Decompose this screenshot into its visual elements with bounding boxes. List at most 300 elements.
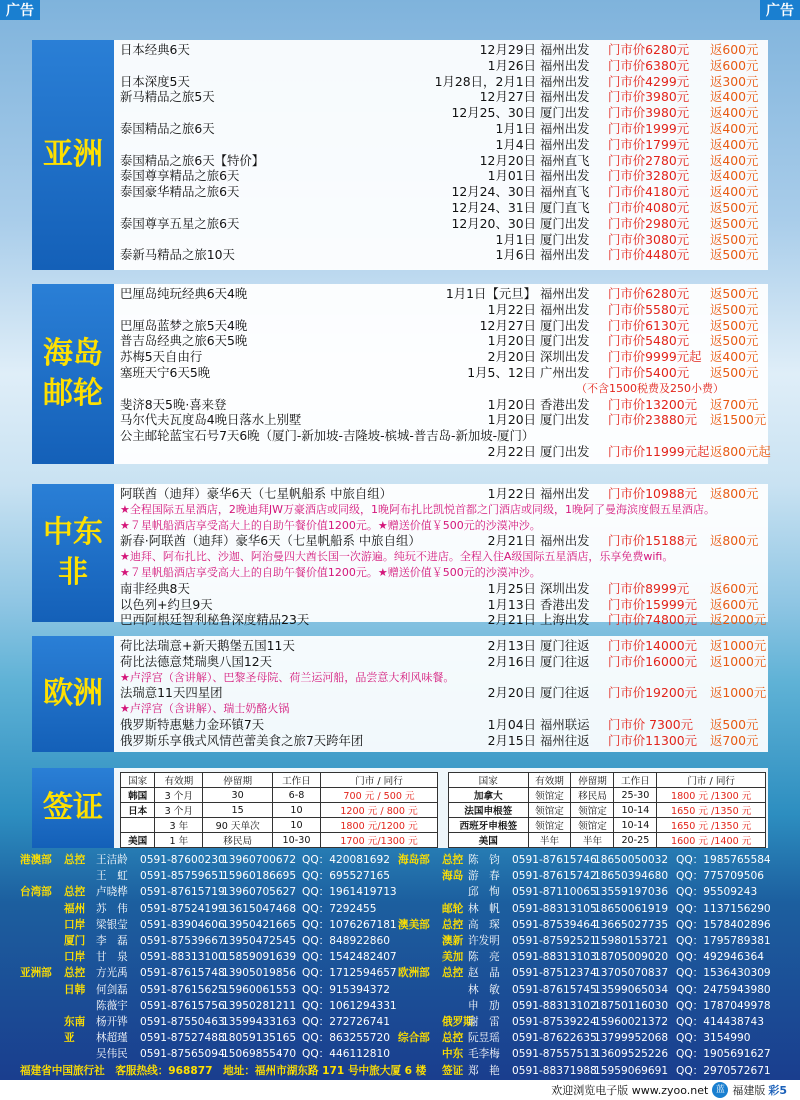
tour-rebate: 返500元 xyxy=(710,231,759,247)
role-label: 总控 xyxy=(442,854,464,866)
visa-cell: 10 xyxy=(273,818,321,833)
tour-name: 荷比法德意梵瑞奥八国12天 xyxy=(120,653,273,669)
tour-name: 马尔代夫瓦度岛4晚日落水上别墅 xyxy=(120,412,302,428)
role-label: 签证 xyxy=(442,1065,464,1077)
tour-price: 门市价16000元 xyxy=(608,653,697,669)
tour-name: 泰国精品之旅6天 xyxy=(120,120,215,136)
visa-cell: 领馆定 xyxy=(571,803,614,818)
tour-name: 巴西阿根廷智利秘鲁深度精品23天 xyxy=(120,612,310,628)
tour-row xyxy=(120,533,764,549)
contact-field: QQ：272726741 xyxy=(302,1015,390,1028)
visa-cell: 25-30 xyxy=(614,788,657,803)
contact-field: 卢晓桦 xyxy=(96,886,128,899)
tour-rebate: 返600元 xyxy=(710,57,759,73)
visa-panel xyxy=(114,768,768,848)
contact-field: 0591-87592521 xyxy=(512,934,597,947)
tour-date: 1月20日 xyxy=(487,412,536,428)
tour-departure: 福州直飞 xyxy=(540,184,590,200)
tour-date: 1月22日 xyxy=(487,486,536,501)
contact-field: 毛李梅 xyxy=(468,1048,500,1061)
tour-departure: 福州出发 xyxy=(540,486,590,501)
tour-row xyxy=(120,581,764,597)
tour-rebate: 返1000元 xyxy=(710,685,767,701)
tour-departure: 香港出发 xyxy=(540,596,590,612)
tour-rebate: 返800元 xyxy=(710,533,759,549)
contact-field: QQ：1905691627 xyxy=(676,1048,771,1061)
tour-price: 门市价 7300元 xyxy=(608,716,694,732)
tour-rebate: 返500元 xyxy=(710,364,759,380)
tour-row xyxy=(120,412,767,428)
tour-row xyxy=(120,612,767,628)
tour-price: 门市价5400元 xyxy=(608,364,690,380)
visa-header-cell: 工作日 xyxy=(273,773,321,788)
tour-name: 巴厘岛蓝梦之旅5天4晚 xyxy=(120,317,248,333)
tour-departure: 深圳出发 xyxy=(540,349,590,365)
role-label: 厦门 xyxy=(64,934,86,947)
contact-row xyxy=(0,965,800,981)
tour-departure: 福州出发 xyxy=(540,120,590,136)
tour-departure: 福州直飞 xyxy=(540,152,590,168)
contact-field: 18650394680 xyxy=(594,870,669,883)
contact-field: 申 劢 xyxy=(468,999,500,1012)
contact-field: QQ：3154990 xyxy=(676,1032,751,1045)
tour-departure: 厦门出发 xyxy=(540,231,590,247)
tour-row xyxy=(120,200,764,216)
contact-field: 0591-87615719 xyxy=(140,886,225,899)
tour-departure: 福州出发 xyxy=(540,247,590,263)
contact-field: 13960705627 xyxy=(222,886,297,899)
ad-label-left: 广告 xyxy=(0,0,40,20)
contact-field: 阮昱瑶 xyxy=(468,1032,500,1045)
role-label: 日韩 xyxy=(64,983,86,996)
tour-name: 阿联酋（迪拜）豪华6天（七星帆船系 中旅自组） xyxy=(120,486,393,501)
island-tour-list xyxy=(114,284,771,464)
tour-rebate: 返500元 xyxy=(710,247,759,263)
contact-row xyxy=(0,917,800,933)
visa-row xyxy=(449,803,766,818)
role-label: 口岸 xyxy=(64,918,86,931)
visa-cell: 30 xyxy=(203,788,273,803)
tour-date: 1月04日 xyxy=(487,716,536,732)
contact-directory xyxy=(0,852,800,1080)
contact-field: QQ：414438743 xyxy=(676,1015,764,1028)
tour-departure: 福州出发 xyxy=(540,533,590,549)
visa-country xyxy=(121,818,155,833)
tour-price: 门市价6280元 xyxy=(608,286,690,301)
contact-field: 0591-87615742 xyxy=(512,870,597,883)
contact-field: 0591-87512374 xyxy=(512,967,597,980)
footer-bar xyxy=(0,1080,800,1100)
contact-field: 邱 恂 xyxy=(468,886,500,899)
tour-departure: 厦门往返 xyxy=(540,638,590,653)
contact-field: 何剑磊 xyxy=(96,983,128,996)
tour-row xyxy=(120,443,771,460)
role-label: 俄罗斯 xyxy=(442,1015,474,1028)
contact-field: 0591-87622635 xyxy=(512,1032,597,1045)
contact-field: 0591-87539224 xyxy=(512,1015,597,1028)
contact-field: 15959069691 xyxy=(594,1065,669,1077)
tour-rebate: 返400元 xyxy=(710,349,759,365)
tour-departure: 福州出发 xyxy=(540,73,590,89)
department-label: 欧洲部 xyxy=(398,967,430,980)
tour-price: 门市价1999元 xyxy=(608,120,690,136)
visa-cell: 700 元 / 500 元 xyxy=(320,788,437,803)
footer-text: 欢迎浏览电子版 www.zyoo.net xyxy=(551,1084,709,1097)
role-label: 美加 xyxy=(442,951,464,964)
contact-field: 13609525226 xyxy=(594,1048,669,1061)
edition-label: 福建版 xyxy=(732,1084,766,1097)
visa-cell: 3 个月 xyxy=(155,788,203,803)
contact-field: QQ：7292455 xyxy=(302,902,377,915)
contact-field: 赵 晶 xyxy=(468,967,500,980)
visa-cell: 20-25 xyxy=(614,833,657,848)
region-label-visa: 签证 xyxy=(32,768,114,848)
tour-name: 斐济8天5晚·喜来登 xyxy=(120,396,227,412)
department-label: 澳美部 xyxy=(398,918,430,931)
contact-field: 0591-88313102 xyxy=(512,999,597,1012)
tour-price: 门市价13200元 xyxy=(608,396,697,412)
tour-name: 巴厘岛纯玩经典6天4晚 xyxy=(120,286,248,301)
contact-field: 13905019856 xyxy=(222,967,297,980)
tour-price: 门市价15188元 xyxy=(608,533,697,549)
contact-field: QQ：95509243 xyxy=(676,886,758,899)
visa-row xyxy=(449,833,766,848)
region-label-island-cruise: 海岛 邮轮 xyxy=(32,284,114,464)
tour-row xyxy=(120,121,764,137)
tour-date: 2月16日 xyxy=(487,653,536,669)
tour-rebate: 返500元 xyxy=(710,716,759,732)
tour-departure: 厦门直飞 xyxy=(540,199,590,215)
role-label: 总控 xyxy=(64,854,86,866)
visa-country: 加拿大 xyxy=(449,788,529,803)
tour-date: 1月5、12日 xyxy=(467,364,536,380)
tour-date: 12月27日 xyxy=(479,317,536,333)
role-label: 中东 xyxy=(442,1048,464,1061)
tour-date: 2月21日 xyxy=(487,612,536,628)
tour-rebate: 返500元 xyxy=(710,317,759,333)
tour-rebate: 返500元 xyxy=(710,333,759,349)
tour-price: 门市价3980元 xyxy=(608,105,690,121)
tour-departure: 香港出发 xyxy=(540,396,590,412)
tour-rebate: 返400元 xyxy=(710,184,759,200)
contact-field: 陈 钧 xyxy=(468,854,500,866)
tour-rebate: 返400元 xyxy=(710,152,759,168)
contact-row xyxy=(0,868,800,884)
visa-table-left xyxy=(120,772,438,848)
visa-header-cell: 有效期 xyxy=(528,773,571,788)
tour-row xyxy=(120,333,764,349)
tour-date: 12月20、30日 xyxy=(451,215,536,231)
visa-cell: 1800 元/1200 元 xyxy=(320,818,437,833)
tour-row xyxy=(120,89,764,105)
tour-row xyxy=(120,717,764,733)
tour-date: 1月22日 xyxy=(487,301,536,317)
tour-rebate: 返400元 xyxy=(710,120,759,136)
tour-price: 门市价2980元 xyxy=(608,215,690,231)
tour-name: 以色列+约旦9天 xyxy=(120,596,213,612)
tour-row xyxy=(120,486,764,502)
tour-date: 1月1日 xyxy=(495,120,536,136)
tour-note: ★７星帆船酒店享受高大上的自助午餐价值1200元。★赠送价值￥500元的沙漠冲沙。 xyxy=(120,565,541,579)
tour-price: 门市价11999元起 xyxy=(608,443,710,459)
contact-field: QQ：1712594657 xyxy=(302,967,397,980)
tour-departure: 福州出发 xyxy=(540,57,590,73)
contact-field: 0591-88313100 xyxy=(140,951,225,964)
tour-date: 1月26日 xyxy=(487,57,536,73)
tour-row xyxy=(120,397,764,413)
department-label: 港澳部 xyxy=(20,854,52,866)
contact-field: QQ：863255720 xyxy=(302,1032,390,1045)
tour-row xyxy=(120,318,764,334)
tour-departure: 福州出发 xyxy=(540,301,590,317)
contact-field: 0591-87600230 xyxy=(140,854,225,866)
contact-field: 0591-87615748 xyxy=(140,967,225,980)
contact-field: 0591-87527488 xyxy=(140,1032,225,1045)
role-label: 总控 xyxy=(64,967,86,980)
visa-header-row xyxy=(121,773,438,788)
visa-row xyxy=(121,818,438,833)
tour-date: 12月24、31日 xyxy=(451,199,536,215)
visa-cell: 领馆定 xyxy=(571,818,614,833)
tour-date: 12月27日 xyxy=(479,89,536,105)
visa-country: 美国 xyxy=(449,833,529,848)
tour-rebate: 返500元 xyxy=(710,199,759,215)
page-number: 彩5 xyxy=(768,1084,787,1097)
tour-row xyxy=(120,153,764,169)
tour-price: 门市价23880元 xyxy=(608,412,697,428)
tour-rebate: 返400元 xyxy=(710,105,759,121)
tour-name: 泰国尊享精品之旅6天 xyxy=(120,168,240,184)
contact-field: 15960186695 xyxy=(222,870,297,883)
tour-departure: 上海出发 xyxy=(540,612,590,628)
contact-field: 0591-88371988 xyxy=(512,1065,597,1077)
tour-note: （不含1500税费及250小费） xyxy=(576,381,724,395)
contact-field: 0591-87539464 xyxy=(512,918,597,931)
tour-date: 1月1日 xyxy=(495,231,536,247)
tour-price: 门市价5580元 xyxy=(608,301,690,317)
tour-name: 新马精品之旅5天 xyxy=(120,89,215,105)
tour-rebate: 返500元 xyxy=(710,286,759,301)
tour-date: 12月25、30日 xyxy=(451,105,536,121)
contact-row xyxy=(0,949,800,965)
tour-price: 门市价3280元 xyxy=(608,168,690,184)
contact-field: 杨开铧 xyxy=(96,1015,128,1028)
visa-cell: 6-8 xyxy=(273,788,321,803)
contact-field: QQ：1137156290 xyxy=(676,902,771,915)
tour-price: 门市价6280元 xyxy=(608,42,690,57)
contact-field: 18059135165 xyxy=(222,1032,297,1045)
tour-rebate: 返500元 xyxy=(710,301,759,317)
tour-row xyxy=(120,638,767,654)
contact-field: 苏 伟 xyxy=(96,902,128,915)
tour-departure: 厦门出发 xyxy=(540,215,590,231)
visa-header-row xyxy=(449,773,766,788)
tour-price: 门市价15999元 xyxy=(608,596,697,612)
tour-name: 新春·阿联酋（迪拜）豪华6天（七星帆船系 中旅自组） xyxy=(120,533,421,549)
visa-cell: 1700 元/1300 元 xyxy=(320,833,437,848)
department-label: 海岛部 xyxy=(398,854,430,866)
tour-row xyxy=(120,428,764,444)
visa-section xyxy=(32,768,768,848)
role-label: 总控 xyxy=(442,967,464,980)
tour-date: 12月29日 xyxy=(479,42,536,57)
tour-price: 门市价11300元 xyxy=(608,732,697,748)
tour-departure: 福州往返 xyxy=(540,732,590,748)
tour-name: 公主邮轮蓝宝石号7天6晚（厦门-新加坡-吉隆坡-槟城-普吉岛-新加坡-厦门） xyxy=(120,428,535,444)
contact-field: 0591-87615756 xyxy=(140,999,225,1012)
contact-field: 0591-87539667 xyxy=(140,934,225,947)
visa-cell: 90 天单次 xyxy=(203,818,273,833)
role-label: 总控 xyxy=(64,886,86,899)
tour-name: 俄罗斯特惠魅力金环镇7天 xyxy=(120,716,265,732)
contact-field: 0591-85759651 xyxy=(140,870,225,883)
tour-date: 2月15日 xyxy=(487,732,536,748)
tour-price: 门市价74800元 xyxy=(608,612,697,628)
contact-field: 0591-87524199 xyxy=(140,902,225,915)
tour-price: 门市价9999元起 xyxy=(608,349,702,365)
tour-rebate: 返2000元 xyxy=(710,612,767,628)
contact-field: 15960021372 xyxy=(594,1015,669,1028)
visa-header-cell: 门市 / 同行 xyxy=(320,773,437,788)
tour-date: 1月13日 xyxy=(487,596,536,612)
tour-departure: 厦门出发 xyxy=(540,443,590,459)
tour-rebate: 返500元 xyxy=(710,215,759,231)
role-label: 总控 xyxy=(442,1032,464,1045)
tour-row xyxy=(120,653,767,670)
contact-field: 13615047468 xyxy=(222,902,297,915)
tour-departure: 福州出发 xyxy=(540,136,590,152)
contact-field: 0591-87550463 xyxy=(140,1015,225,1028)
tour-date: 12月24、30日 xyxy=(451,184,536,200)
contact-row-visa xyxy=(0,1062,800,1080)
contact-field: 13599065034 xyxy=(594,983,669,996)
tour-row xyxy=(120,286,764,302)
tour-departure: 福州出发 xyxy=(540,168,590,184)
tour-name: 普吉岛经典之旅6天5晚 xyxy=(120,333,248,349)
tour-departure: 福州出发 xyxy=(540,42,590,57)
europe-tour-list xyxy=(114,636,768,752)
tour-date: 1月6日 xyxy=(495,247,536,263)
contact-field: 15960061553 xyxy=(222,983,297,996)
visa-header-cell: 国家 xyxy=(121,773,155,788)
contact-field: 吴伟民 xyxy=(96,1048,128,1061)
visa-cell: 1650 元 /1350 元 xyxy=(657,803,766,818)
tour-departure: 深圳出发 xyxy=(540,580,590,596)
contact-row xyxy=(0,1014,800,1030)
visa-country: 法国申根签 xyxy=(449,803,529,818)
visa-cell: 10-14 xyxy=(614,803,657,818)
tour-name: 南非经典8天 xyxy=(120,580,190,596)
visa-header-cell: 停留期 xyxy=(571,773,614,788)
visa-cell: 1 年 xyxy=(155,833,203,848)
tour-departure: 福州联运 xyxy=(540,716,590,732)
island-section xyxy=(32,284,771,464)
contact-field: 0591-87110065 xyxy=(512,886,597,899)
contact-field: 0591-87565094 xyxy=(140,1048,225,1061)
tour-row xyxy=(120,685,767,701)
tour-price: 门市价4080元 xyxy=(608,199,690,215)
tour-rebate: 返800元 xyxy=(710,486,759,501)
contact-field: QQ：1985765584 xyxy=(676,854,771,866)
visa-table-right xyxy=(448,772,766,848)
visa-row xyxy=(449,818,766,833)
visa-row xyxy=(121,788,438,803)
contact-field: 王 虹 xyxy=(96,870,128,883)
contact-field: 0591-88313103 xyxy=(512,951,597,964)
asia-tour-list xyxy=(114,40,768,270)
contact-row xyxy=(0,998,800,1014)
tour-price: 门市价4480元 xyxy=(608,247,690,263)
contact-field: 15980153721 xyxy=(594,934,669,947)
visa-header-cell: 门市 / 同行 xyxy=(657,773,766,788)
contact-field: QQ：1795789381 xyxy=(676,934,771,947)
contact-field: QQ：1787049978 xyxy=(676,999,771,1012)
visa-header-cell: 国家 xyxy=(449,773,529,788)
contact-row xyxy=(0,901,800,917)
contact-field: QQ：1061294331 xyxy=(302,999,397,1012)
tour-note: ★７星帆船酒店享受高大上的自助午餐价值1200元。★赠送价值￥500元的沙漠冲沙。 xyxy=(120,518,541,532)
tour-price: 门市价8999元 xyxy=(608,580,690,596)
visa-cell: 移民局 xyxy=(571,788,614,803)
tour-rebate: 返1000元 xyxy=(710,653,767,669)
contact-field: QQ：848922860 xyxy=(302,934,390,947)
logo-icon: 蓝 xyxy=(712,1082,728,1098)
visa-country: 日本 xyxy=(121,803,155,818)
department-label: 亚洲部 xyxy=(20,967,52,980)
visa-cell: 10 xyxy=(273,803,321,818)
contact-field: 18650050032 xyxy=(594,854,669,866)
europe-section xyxy=(32,636,768,752)
tour-row xyxy=(120,184,764,200)
contact-field: 13665027735 xyxy=(594,918,669,931)
role-label: 澳新 xyxy=(442,934,464,947)
contact-row xyxy=(0,884,800,900)
tour-price: 门市价6380元 xyxy=(608,57,690,73)
visa-row xyxy=(121,803,438,818)
contact-field: 许发明 xyxy=(468,934,500,947)
tour-row xyxy=(120,58,764,74)
contact-field: 0591-87557513 xyxy=(512,1048,597,1061)
tour-rebate: 返400元 xyxy=(710,136,759,152)
tour-rebate: 返600元 xyxy=(710,42,759,57)
visa-cell: 1200 元 / 800 元 xyxy=(320,803,437,818)
contact-field: QQ：420081692 xyxy=(302,854,390,866)
contact-field: 13799952068 xyxy=(594,1032,669,1045)
contact-field: QQ：2970572671 xyxy=(676,1065,771,1077)
contact-field: 0591-87615625 xyxy=(140,983,225,996)
visa-cell: 3 个月 xyxy=(155,803,203,818)
contact-field: QQ：1536430309 xyxy=(676,967,771,980)
visa-cell: 1800 元 /1300 元 xyxy=(657,788,766,803)
tour-price: 门市价14000元 xyxy=(608,638,697,653)
contact-field: 18705009020 xyxy=(594,951,669,964)
visa-country: 西班牙申根签 xyxy=(449,818,529,833)
tour-price: 门市价4299元 xyxy=(608,73,690,89)
visa-header-cell: 工作日 xyxy=(614,773,657,788)
mideast-section xyxy=(32,484,768,628)
contact-row xyxy=(0,933,800,949)
region-label-europe: 欧洲 xyxy=(32,636,114,752)
contact-field: 15859091639 xyxy=(222,951,297,964)
tour-name: 法瑞意11天四星团 xyxy=(120,685,223,701)
tour-date: 2月20日 xyxy=(487,685,536,701)
contact-field: 陈 亮 xyxy=(468,951,500,964)
contact-field: QQ：695527165 xyxy=(302,870,390,883)
tour-departure: 厦门往返 xyxy=(540,653,590,669)
contact-field: 15069855470 xyxy=(222,1048,297,1061)
tour-departure: 福州出发 xyxy=(540,89,590,105)
tour-price: 门市价1799元 xyxy=(608,136,690,152)
